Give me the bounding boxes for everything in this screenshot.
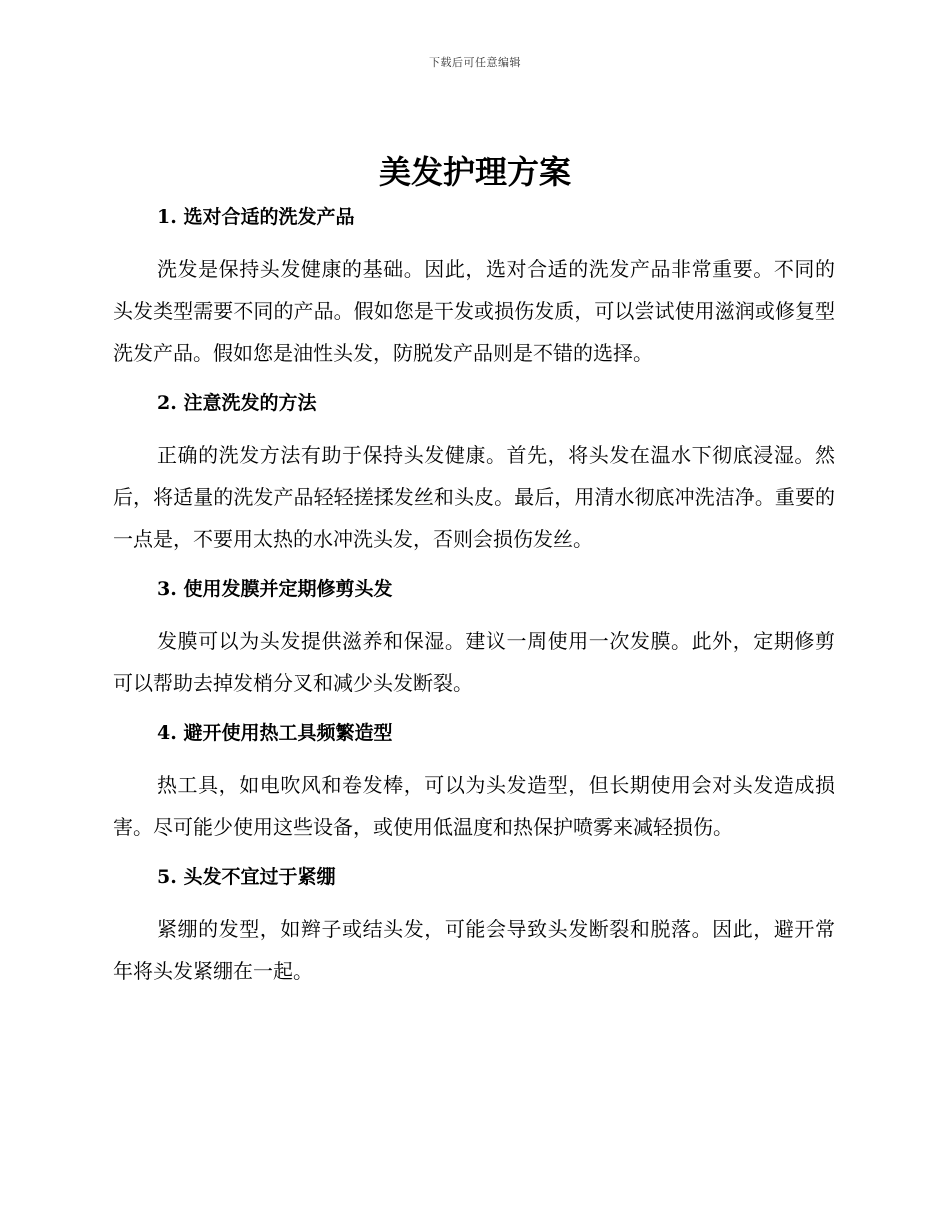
section-body: 洗发是保持头发健康的基础。因此，选对合适的洗发产品非常重要。不同的头发类型需要不同的产品。假如您是干发或损伤发质，可以尝试使用滋润或修复型洗发产品。假如您是油性头发，防脱发产品则是不错的选择。 [113,257,835,365]
section-2 [113,388,835,560]
header-note: 下载后可任意编辑 [429,56,521,69]
section-heading: 5. 头发不宜过于紧绷 [157,866,336,888]
section-heading: 1. 选对合适的洗发产品 [157,206,355,228]
section-3 [113,574,835,704]
section-heading: 3. 使用发膜并定期修剪头发 [157,578,393,600]
document-content [113,202,835,1006]
section-5 [113,862,835,992]
section-4 [113,718,835,848]
section-heading: 4. 避开使用热工具频繁造型 [157,722,393,744]
section-body: 紧绷的发型，如辫子或结头发，可能会导致头发断裂和脱落。因此，避开常年将头发紧绷在一起。 [113,917,835,983]
section-heading: 2. 注意洗发的方法 [157,392,317,414]
section-1 [113,202,835,374]
section-body: 正确的洗发方法有助于保持头发健康。首先，将头发在温水下彻底浸湿。然后，将适量的洗发产品轻轻搓揉发丝和头皮。最后，用清水彻底冲洗洁净。重要的一点是，不要用太热的水冲洗头发，否则会损伤发丝。 [113,443,835,551]
document-title: 美发护理方案 [378,153,571,191]
section-body: 发膜可以为头发提供滋养和保湿。建议一周使用一次发膜。此外，定期修剪可以帮助去掉发梢分叉和减少头发断裂。 [113,629,835,695]
section-body: 热工具，如电吹风和卷发棒，可以为头发造型，但长期使用会对头发造成损害。尽可能少使用这些设备，或使用低温度和热保护喷雾来减轻损伤。 [113,773,835,839]
